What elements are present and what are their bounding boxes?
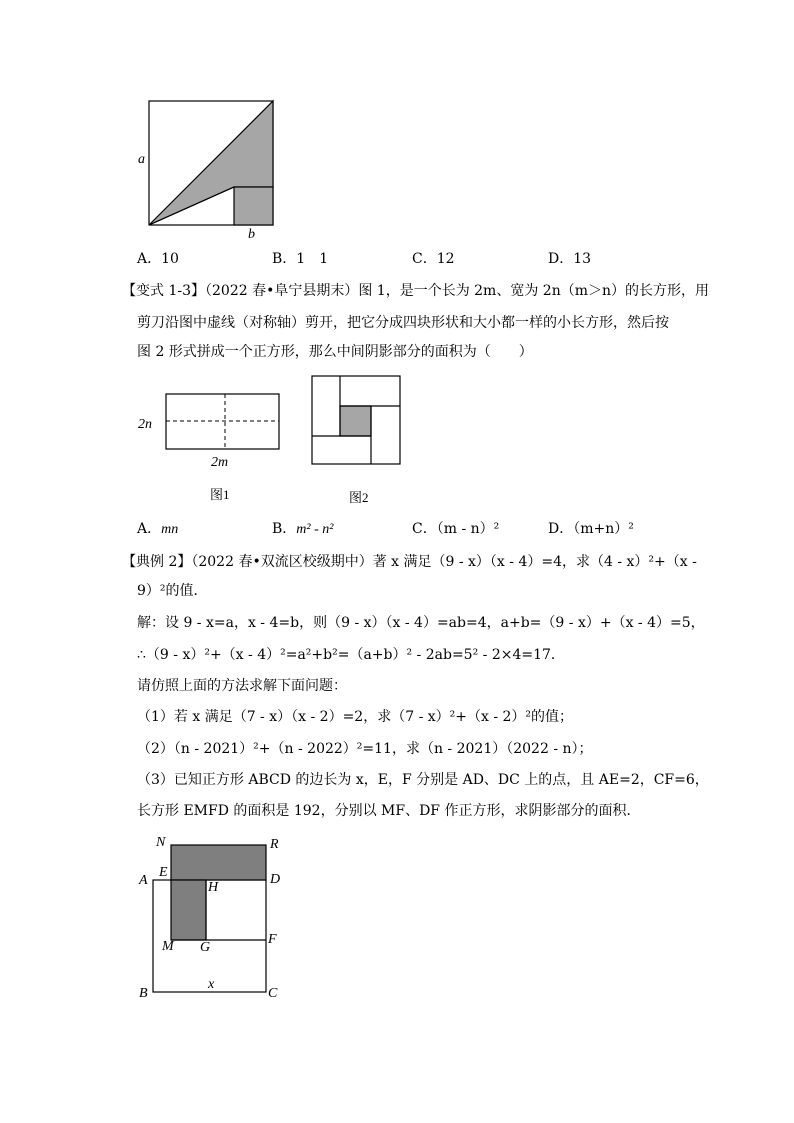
square-figure-2 — [308, 372, 406, 470]
fig1-caption: 图1 — [210, 487, 230, 502]
variant-1-3-line3: 图 2 形式拼成一个正方形，那么中间阴影部分的面积为（ ） — [137, 344, 533, 360]
instruction: 请仿照上面的方法求解下面问题： — [137, 678, 347, 694]
part-3-line1: （3）已知正方形 ABCD 的边长为 x，E，F 分别是 AD、DC 上的点，且 AE=2，CF=6， — [137, 772, 709, 788]
variant-1-3-line2: 剪刀沿图中虚线（对称轴）剪开，把它分成四块形状和大小都一样的小长方形，然后按 — [137, 315, 669, 331]
point-f: F — [268, 932, 277, 947]
fig-label-a: a — [138, 152, 145, 167]
square-triangle-figure — [135, 95, 285, 245]
side-x: x — [208, 977, 215, 992]
square-abcd-figure — [145, 835, 275, 998]
rectangle-figure-1 — [160, 390, 285, 455]
fig1-label-2n: 2n — [138, 417, 152, 432]
solution-line2: ∴（9 - x）²+（x - 4）²=a²+b²=（a+b）² - 2ab=5² - 2×4=17． — [137, 647, 565, 663]
point-e: E — [159, 865, 168, 880]
point-c: C — [268, 986, 278, 1001]
fig-label-b: b — [248, 227, 255, 242]
variant-1-3-line1: 【变式 1-3】（2022 春•阜宁县期末）图 1，是一个长为 2m、宽为 2n（m＞n）的长方形，用 — [122, 283, 709, 299]
part-2: （2）（n - 2021）²+（n - 2022）²=11，求（n - 2021）（2022 - n）； — [137, 741, 593, 757]
point-h: H — [208, 880, 219, 895]
point-a: A — [139, 873, 148, 888]
point-g: G — [200, 940, 211, 955]
solution-line1: 解：设 9 - x=a，x - 4=b，则（9 - x）（x - 4）=ab=4，a+b=（9 - x）+（x - 4）=5， — [137, 615, 705, 631]
point-r: R — [270, 837, 279, 852]
point-n: N — [156, 835, 166, 850]
example-2-line2: 9）²的值． — [137, 583, 208, 599]
fig1-label-2m: 2m — [211, 455, 229, 470]
part-1: （1）若 x 满足（7 - x）（x - 2）=2，求（7 - x）²+（x - 2）²的值； — [137, 709, 574, 725]
example-2-line1: 【典例 2】（2022 春•双流区校级期中）著 x 满足（9 - x）（x - 4）=4，求（4 - x）²+（x - — [122, 554, 697, 570]
point-b: B — [139, 986, 148, 1001]
part-3-line2: 长方形 EMFD 的面积是 192，分别以 MF、DF 作正方形，求阴影部分的面积． — [137, 803, 641, 819]
point-d: D — [270, 872, 281, 887]
point-m: M — [162, 939, 174, 954]
fig2-caption: 图2 — [349, 490, 369, 505]
